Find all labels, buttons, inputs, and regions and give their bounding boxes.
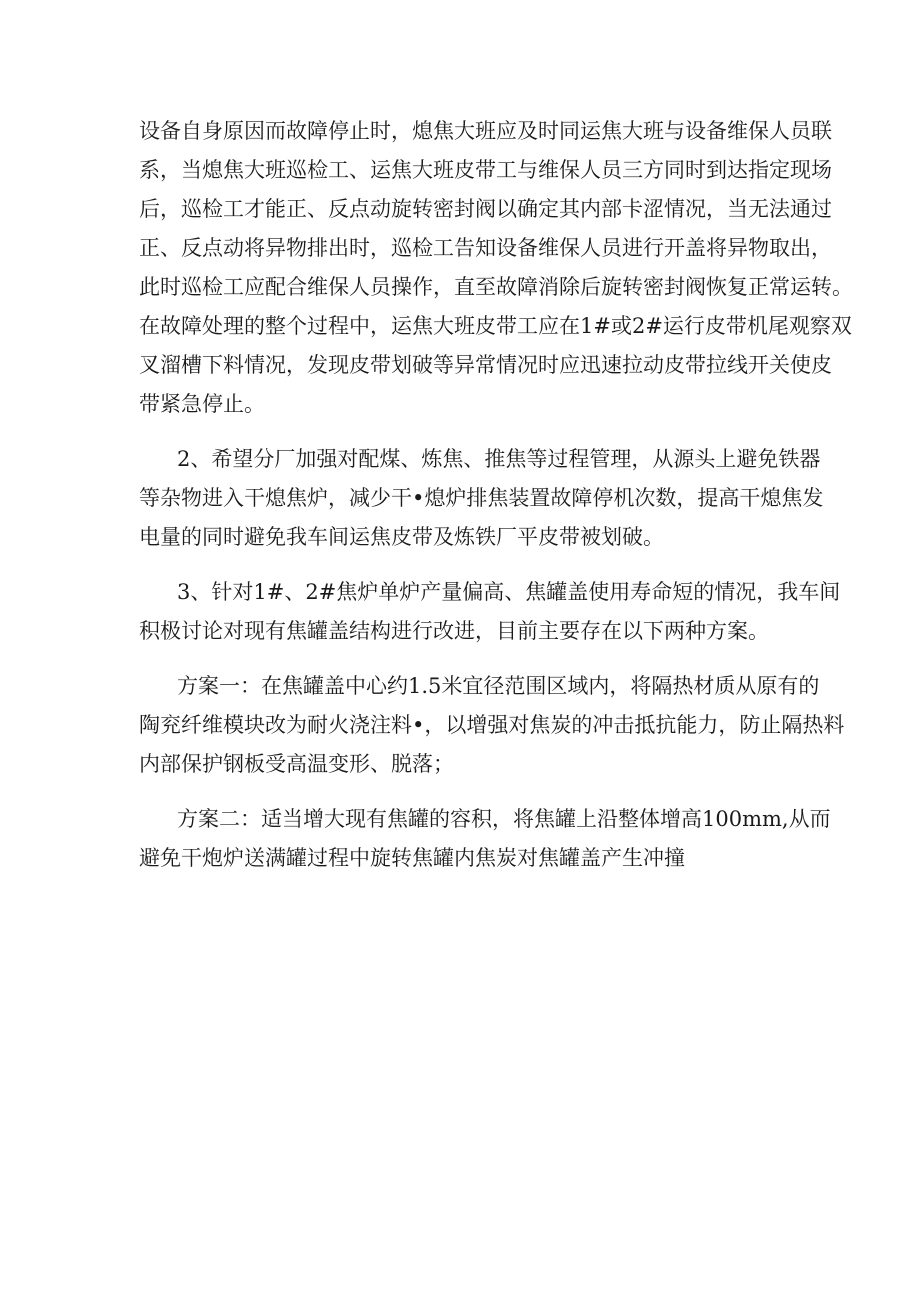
text-line: 等杂物进入干熄焦炉，减少干•熄炉排焦装置故障停机次数，提高干熄焦发 xyxy=(139,486,824,510)
paragraph-fault-handling xyxy=(139,112,853,424)
text-line: 陶兖纤维模块改为耐火浇注料•，以增强对焦炭的冲击抵抗能力，防止隔热料 xyxy=(139,713,845,737)
text-line: 电量的同时避免我车间运焦皮带及炼铁厂平皮带被划破。 xyxy=(139,525,664,549)
text-line: 2、希望分厂加强对配煤、炼焦、推焦等过程管理，从源头上避免铁器 xyxy=(177,447,821,471)
paragraph-plan-two xyxy=(139,800,831,878)
text-line: 叉溜槽下料情况，发现皮带划破等异常情况时应迅速拉动皮带拉线开关使皮 xyxy=(139,353,832,377)
text-line: 方案二：适当增大现有焦罐的容积，将焦罐上沿整体增高100mm,从而 xyxy=(177,807,831,831)
text-line: 内部保护钢板受高温变形、脱落； xyxy=(139,752,454,776)
text-line: 方案一：在焦罐盖中心约1.5米宜径范围区域内，将隔热材质从原有的 xyxy=(177,674,820,698)
paragraph-spacer xyxy=(139,784,801,800)
text-line: 此时巡检工应配合维保人员操作，直至故障消除后旋转密封阀恢复正常运转。 xyxy=(139,275,853,299)
text-line: 3、针对1#、2#焦炉单炉产量偏高、焦罐盖使用寿命短的情况，我车间 xyxy=(177,580,841,604)
paragraph-spacer xyxy=(139,424,801,440)
text-line: 积极讨论对现有焦罐盖结构进行改进，目前主要存在以下两种方案。 xyxy=(139,619,769,643)
paragraph-item-3 xyxy=(139,573,841,651)
text-line: 后，巡检工才能正、反点动旋转密封阀以确定其内部卡涩情况，当无法通过 xyxy=(139,197,832,221)
document-body xyxy=(139,112,853,878)
text-line: 避免干炮炉送满罐过程中旋转焦罐内焦炭对焦罐盖产生冲撞 xyxy=(139,846,685,870)
paragraph-item-2 xyxy=(139,440,824,557)
text-line: 系，当熄焦大班巡检工、运焦大班皮带工与维保人员三方同时到达指定现场 xyxy=(139,158,832,182)
text-line: 在故障处理的整个过程中，运焦大班皮带工应在1#或2#运行皮带机尾观察双 xyxy=(139,314,852,338)
text-line: 带紧急停止。 xyxy=(139,392,265,416)
paragraph-spacer xyxy=(139,557,801,573)
paragraph-plan-one xyxy=(139,667,845,784)
text-line: 设备自身原因而故障停止时，熄焦大班应及时同运焦大班与设备维保人员联 xyxy=(139,119,832,143)
paragraph-spacer xyxy=(139,651,801,667)
text-line: 正、反点动将异物排出时，巡检工告知设备维保人员进行开盖将异物取出， xyxy=(139,236,832,260)
